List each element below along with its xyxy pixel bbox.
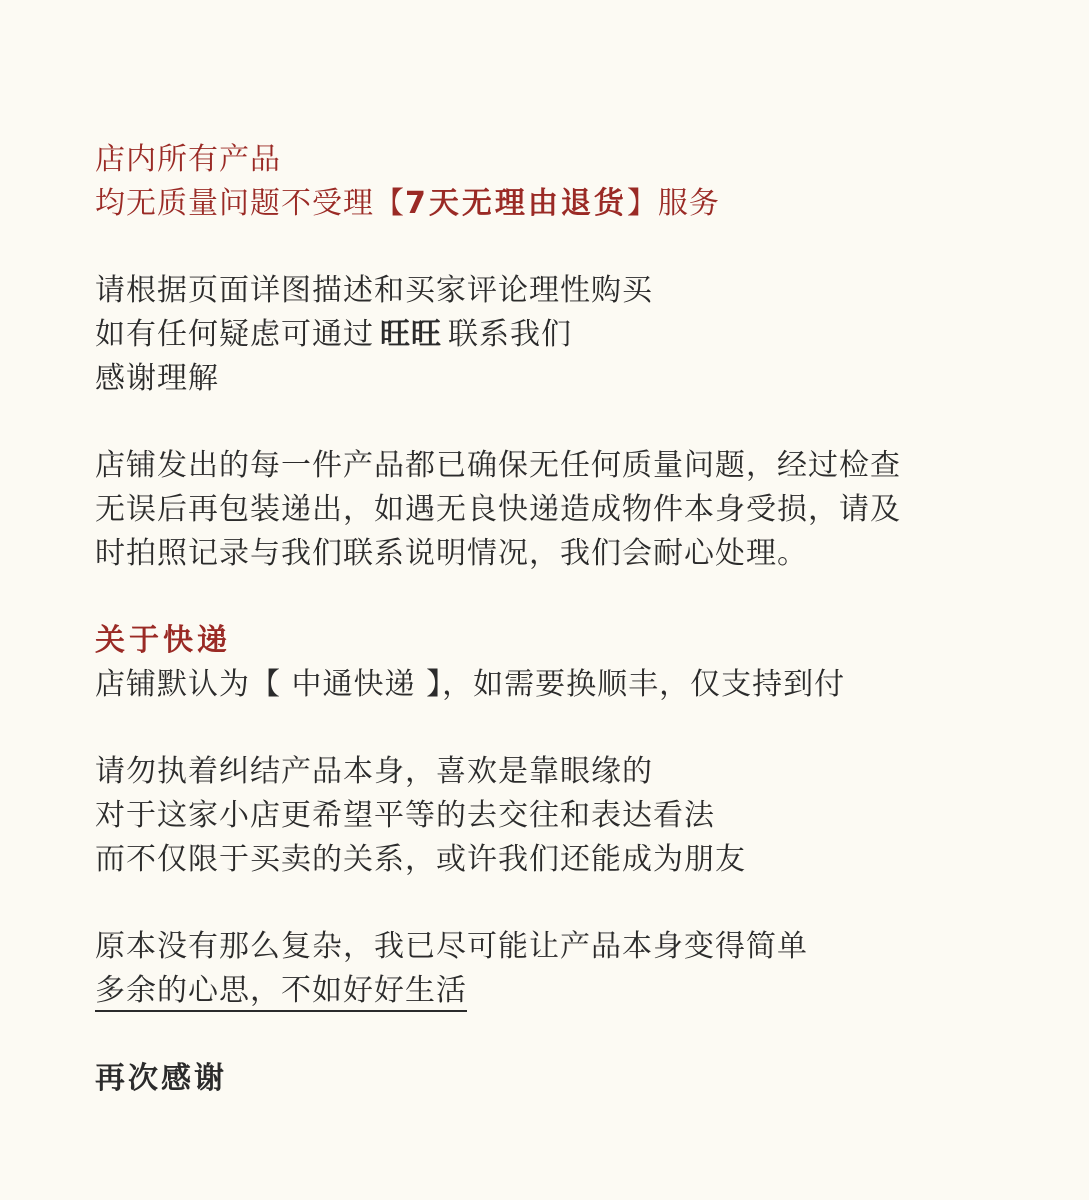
return-policy-highlight: 7天无理由退货 — [405, 186, 627, 221]
purchase-line-3: 感谢理解 — [95, 361, 219, 396]
simplicity-line-2 — [95, 973, 1055, 1009]
shipping-heading: 关于快递 — [95, 623, 231, 658]
policy-line-2 — [95, 186, 1055, 222]
philosophy-line-3: 而不仅限于买卖的关系，或许我们还能成为朋友 — [95, 842, 746, 877]
simplicity-line-1: 原本没有那么复杂，我已尽可能让产品本身变得简单 — [95, 929, 808, 964]
purchase-line-2 — [95, 317, 1055, 353]
quality-line-3: 时拍照记录与我们联系说明情况，我们会耐心处理。 — [95, 536, 808, 571]
wangwang-highlight: 旺旺 — [380, 317, 442, 352]
policy-line-1: 店内所有产品 — [95, 142, 281, 177]
philosophy-line-1: 请勿执着纠结产品本身，喜欢是靠眼缘的 — [95, 754, 653, 789]
quality-line-1: 店铺发出的每一件产品都已确保无任何质量问题，经过检查 — [95, 448, 901, 483]
purchase-line-1: 请根据页面详图描述和买家评论理性购买 — [95, 273, 653, 308]
purchase-line-2-suffix: 联系我们 — [448, 317, 572, 352]
policy-line-2-prefix: 均无质量问题不受理【 — [95, 186, 405, 221]
policy-line-2-suffix: 】服务 — [626, 186, 720, 221]
purchase-line-2-prefix: 如有任何疑虑可通过 — [95, 317, 374, 352]
quality-line-2: 无误后再包装递出，如遇无良快递造成物件本身受损，请及 — [95, 492, 901, 527]
shipping-text: 店铺默认为【 中通快递 】，如需要换顺丰，仅支持到付 — [95, 667, 846, 702]
closing-thanks: 再次感谢 — [95, 1061, 227, 1096]
philosophy-line-2: 对于这家小店更希望平等的去交往和表达看法 — [95, 798, 715, 833]
simplicity-underlined-text: 多余的心思，不如好好生活 — [95, 973, 467, 1012]
